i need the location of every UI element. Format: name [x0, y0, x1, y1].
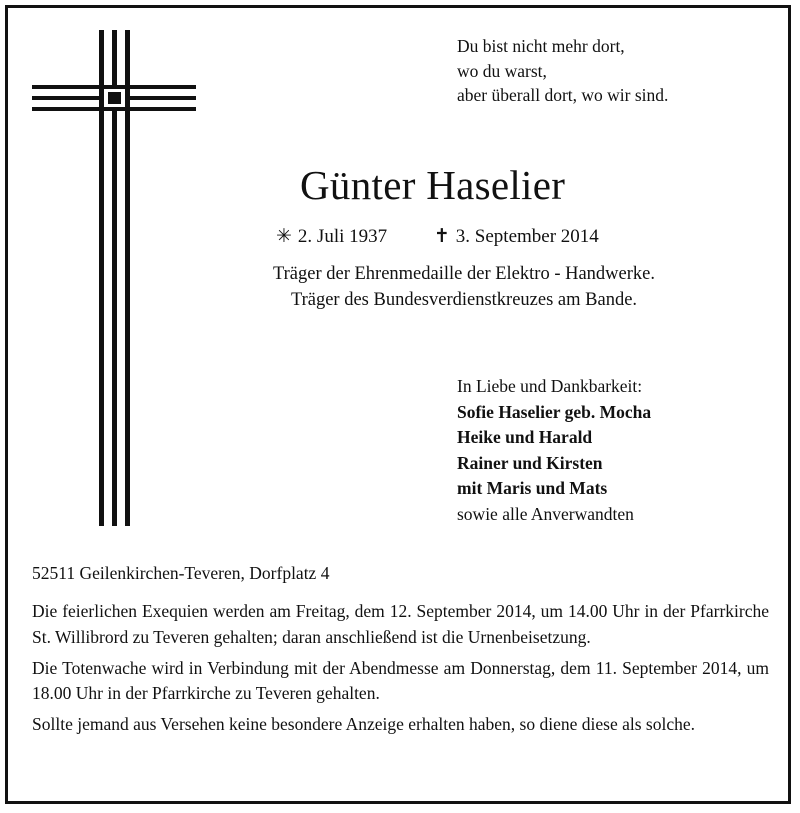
mourners-intro: In Liebe und Dankbarkeit:	[457, 376, 643, 396]
quote	[457, 34, 668, 108]
mourner-name: Rainer und Kirsten	[457, 452, 603, 473]
birth-star-icon: ✳	[276, 226, 292, 247]
birth-date: 2. Juli 1937	[297, 226, 388, 247]
notice-paragraph: Die Totenwache wird in Verbindung mit der Abendmesse am Donnerstag, dem 11. September 2014, um 18.00 Uhr in der Pfarrkirche zu Teveren gehalten.	[32, 657, 769, 703]
cross-icon	[28, 30, 200, 530]
mourners-closing: sowie alle Anverwandten	[457, 503, 634, 524]
honor-line: Träger des Bundesverdienstkreuzes am Bande.	[290, 290, 638, 310]
quote-line: wo du warst,	[457, 60, 547, 81]
mourner-name: Heike und Harald	[457, 427, 593, 447]
notice-paragraph: Sollte jemand aus Versehen keine besondere Anzeige erhalten haben, so diene diese als solche.	[32, 714, 695, 734]
address: 52511 Geilenkirchen-Teveren, Dorfplatz 4	[32, 563, 330, 583]
life-dates	[276, 224, 599, 250]
death-date: 3. September 2014	[455, 226, 599, 247]
honors	[208, 261, 720, 313]
deceased-name: Günter Haselier	[300, 162, 566, 208]
quote-line: aber überall dort, wo wir sind.	[457, 85, 669, 105]
notices	[32, 599, 769, 743]
mourner-name: mit Maris und Mats	[457, 478, 608, 498]
mourners	[457, 374, 651, 527]
quote-line: Du bist nicht mehr dort,	[457, 36, 625, 56]
mourner-name: Sofie Haselier geb. Mocha	[457, 401, 652, 422]
death-cross-icon: ✝	[433, 226, 450, 247]
notice-paragraph: Die feierlichen Exequien werden am Freitag, dem 12. September 2014, um 14.00 Uhr in der Pfarrkirche St. Willibrord zu Teveren gehalten; daran anschließend ist die Urnenbeisetzung.	[32, 601, 769, 647]
honor-line: Träger der Ehrenmedaille der Elektro - Handwerke.	[272, 264, 655, 284]
